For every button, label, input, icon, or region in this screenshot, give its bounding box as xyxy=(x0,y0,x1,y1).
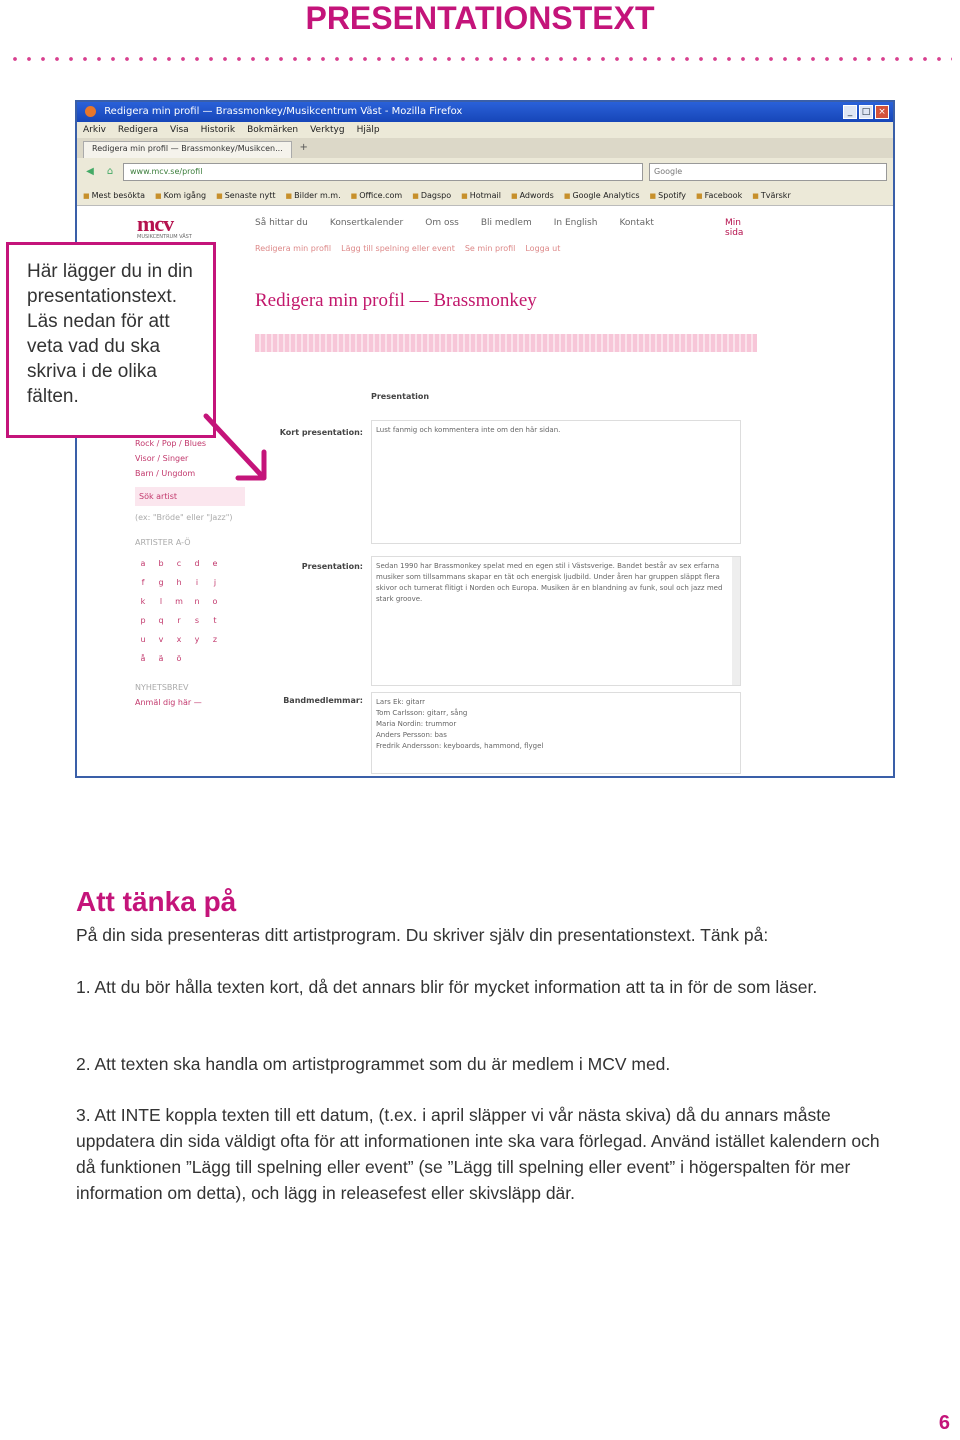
firefox-icon xyxy=(85,106,96,117)
section-heading: Att tänka på xyxy=(76,886,237,917)
letter-link[interactable]: ö xyxy=(176,654,182,663)
letter-link[interactable]: l xyxy=(159,597,163,606)
letter-link[interactable]: b xyxy=(158,559,164,568)
point-1: 1. Att du bör hålla texten kort, då det annars blir för mycket information att ta in för de som läser. xyxy=(76,977,818,997)
letter-link[interactable]: g xyxy=(158,578,164,587)
point-2: 2. Att texten ska handla om artistprogrammet som du är medlem i MCV med. xyxy=(76,1054,671,1074)
menu-item[interactable]: Redigera xyxy=(117,125,158,135)
menu-item[interactable]: Historik xyxy=(200,125,236,135)
bookmark-item[interactable]: ■ Mest besökta xyxy=(83,186,145,205)
presentation-text: Sedan 1990 har Brassmonkey spelat med en egen stil i Västsverige. Bandet består av sex erfarna musiker som tillsammans skapar en tät och energisk ljudbild. Under åren har gruppen släppt flera skivor och turnerat flitigt i Norden och Europa. Musiken är en blandning av funk, soul och jazz med stark groove. xyxy=(376,562,723,603)
navigation-bar xyxy=(77,158,893,186)
back-icon[interactable]: ◀ xyxy=(86,166,94,177)
window-title: Redigera min profil — Brassmonkey/Musikcentrum Väst - Mozilla Firefox xyxy=(104,106,463,117)
letter-link[interactable]: m xyxy=(175,597,183,606)
dotted-divider xyxy=(8,56,952,62)
browser-tab[interactable]: Redigera min profil — Brassmonkey/Musikcen... xyxy=(83,141,292,158)
bookmark-item[interactable]: ■ Spotify xyxy=(650,186,686,205)
letter-link[interactable]: j xyxy=(213,578,217,587)
genre-link[interactable]: Visor / Singer xyxy=(135,454,189,463)
callout-box xyxy=(6,242,216,438)
tab-bar xyxy=(77,138,893,158)
menu-item[interactable]: Arkiv xyxy=(83,125,106,135)
section-label: Presentation xyxy=(371,392,430,401)
logo-text: mcv xyxy=(137,211,174,236)
genre-link[interactable]: Barn / Ungdom xyxy=(135,469,196,478)
bookmark-item[interactable]: ■ Facebook xyxy=(696,186,742,205)
bookmark-item[interactable]: ■ Tvärskr xyxy=(752,186,791,205)
arrow-icon xyxy=(200,412,280,492)
new-tab-icon[interactable]: + xyxy=(299,142,308,153)
bookmark-item[interactable]: ■ Hotmail xyxy=(461,186,501,205)
short-presentation-label: Kort presentation: xyxy=(279,428,363,437)
letter-link[interactable]: c xyxy=(176,559,182,568)
close-icon[interactable]: × xyxy=(875,105,889,119)
letter-link[interactable]: å xyxy=(140,654,146,663)
callout-text: Här lägger du in din presentationstext. Läs nedan för att veta vad du ska skriva i de olika fälten. xyxy=(27,261,193,407)
site-nav-item[interactable]: Kontakt xyxy=(619,218,654,228)
site-subnav-item[interactable]: Redigera min profil xyxy=(255,244,332,253)
letter-link[interactable]: s xyxy=(194,616,200,625)
letter-link[interactable]: q xyxy=(158,616,164,625)
letter-link[interactable]: n xyxy=(194,597,200,606)
page-heading: PRESENTATIONSTEXT xyxy=(305,0,655,36)
login-link[interactable]: Min sida xyxy=(725,218,744,238)
bookmark-item[interactable]: ■ Google Analytics xyxy=(564,186,640,205)
bookmark-item[interactable]: ■ Dagspo xyxy=(412,186,451,205)
page-number: 6 xyxy=(938,1412,950,1434)
letter-link[interactable]: x xyxy=(176,635,182,644)
browser-screenshot xyxy=(75,100,895,778)
letter-link[interactable]: y xyxy=(194,635,200,644)
search-input[interactable]: Google xyxy=(649,163,887,181)
home-icon[interactable]: ⌂ xyxy=(106,166,114,177)
genre-link[interactable]: Rock / Pop / Blues xyxy=(135,439,207,448)
artists-heading: ARTISTER A-Ö xyxy=(135,538,191,547)
address-bar[interactable]: www.mcv.se/profil xyxy=(123,163,643,181)
site-nav-item[interactable]: Konsertkalender xyxy=(329,218,404,228)
site-nav-item[interactable]: In English xyxy=(553,218,598,228)
newsletter-link[interactable]: Anmäl dig här — xyxy=(135,698,202,707)
site-nav-item[interactable]: Om oss xyxy=(425,218,459,228)
site-subnav-item[interactable]: Logga ut xyxy=(525,244,561,253)
site-nav xyxy=(255,218,744,238)
letter-link[interactable]: o xyxy=(212,597,218,606)
site-subnav-item[interactable]: Lägg till spelning eller event xyxy=(341,244,455,253)
maximize-icon[interactable]: □ xyxy=(859,105,873,119)
menu-item[interactable]: Verktyg xyxy=(310,125,345,135)
intro-text: På din sida presenteras ditt artistprogram. Du skriver själv din presentationstext. Tänk på: xyxy=(76,925,769,945)
site-logo[interactable] xyxy=(137,211,192,240)
window-controls xyxy=(843,105,889,119)
site-subnav-item[interactable]: Se min profil xyxy=(464,244,516,253)
bookmark-item[interactable]: ■ Kom igång xyxy=(155,186,206,205)
presentation-field[interactable] xyxy=(371,556,741,686)
letter-link[interactable]: i xyxy=(195,578,199,587)
letter-link[interactable]: a xyxy=(140,559,146,568)
point-3: 3. Att INTE koppla texten till ett datum, (t.ex. i april släpper vi vår nästa skiva) då du annars måste uppdatera din sida väldigt ofta för att informationen inte ska vara förlegad. Använd istället kalendern och då funktionen ”Lägg till spelning eller event” (se ”Lägg till spelning eller event” i högerspalten för mer information om detta), och lägg in releasefest eller skivsläpp där. xyxy=(76,1105,880,1203)
title-decoration xyxy=(255,334,757,352)
logo-tagline: MUSIKCENTRUM VÄST xyxy=(137,234,192,240)
minimize-icon[interactable]: _ xyxy=(843,105,857,119)
letter-link[interactable]: v xyxy=(158,635,164,644)
letter-link[interactable]: t xyxy=(213,616,217,625)
letter-link[interactable]: f xyxy=(141,578,145,587)
bookmark-item[interactable]: ■ Senaste nytt xyxy=(216,186,275,205)
site-nav-item[interactable]: Så hittar du xyxy=(255,218,308,228)
site-subnav xyxy=(255,244,560,253)
short-presentation-field[interactable]: Lust fanmig och kommentera inte om den här sidan. xyxy=(371,420,741,544)
artist-search[interactable]: Sök artist xyxy=(135,487,245,506)
site-nav-item[interactable]: Bli medlem xyxy=(480,218,532,228)
letter-index xyxy=(135,556,245,666)
menu-item[interactable]: Hjälp xyxy=(356,125,380,135)
site-page-title: Redigera min profil — Brassmonkey xyxy=(255,290,537,311)
window-titlebar xyxy=(77,102,893,122)
members-field[interactable]: Lars Ek: gitarr Tom Carlsson: gitarr, sång Maria Nordin: trummor Anders Persson: bas Fredrik Andersson: keyboards, hammond, flygel xyxy=(371,692,741,774)
scrollbar[interactable] xyxy=(732,557,740,685)
members-label: Bandmedlemmar: xyxy=(283,696,363,705)
letter-link[interactable]: k xyxy=(140,597,146,606)
letter-link[interactable]: h xyxy=(176,578,182,587)
letter-link[interactable]: p xyxy=(140,616,146,625)
letter-link[interactable]: z xyxy=(212,635,218,644)
letter-link[interactable]: u xyxy=(140,635,146,644)
bookmark-item[interactable]: ■ Adwords xyxy=(511,186,554,205)
letter-link[interactable]: d xyxy=(194,559,200,568)
bookmark-item[interactable]: ■ Bilder m.m. xyxy=(286,186,341,205)
newsletter-heading: NYHETSBREV xyxy=(135,683,189,692)
letter-link[interactable]: e xyxy=(212,559,218,568)
menu-item[interactable]: Bokmärken xyxy=(247,125,299,135)
bookmark-item[interactable]: ■ Office.com xyxy=(351,186,403,205)
bookmarks-bar xyxy=(77,186,893,206)
presentation-label: Presentation: xyxy=(301,562,363,571)
search-hint: (ex: "Bröde" eller "Jazz") xyxy=(135,513,233,522)
menu-bar xyxy=(77,122,893,138)
menu-item[interactable]: Visa xyxy=(169,125,189,135)
letter-link[interactable]: ä xyxy=(158,654,164,663)
letter-link[interactable]: r xyxy=(177,616,181,625)
